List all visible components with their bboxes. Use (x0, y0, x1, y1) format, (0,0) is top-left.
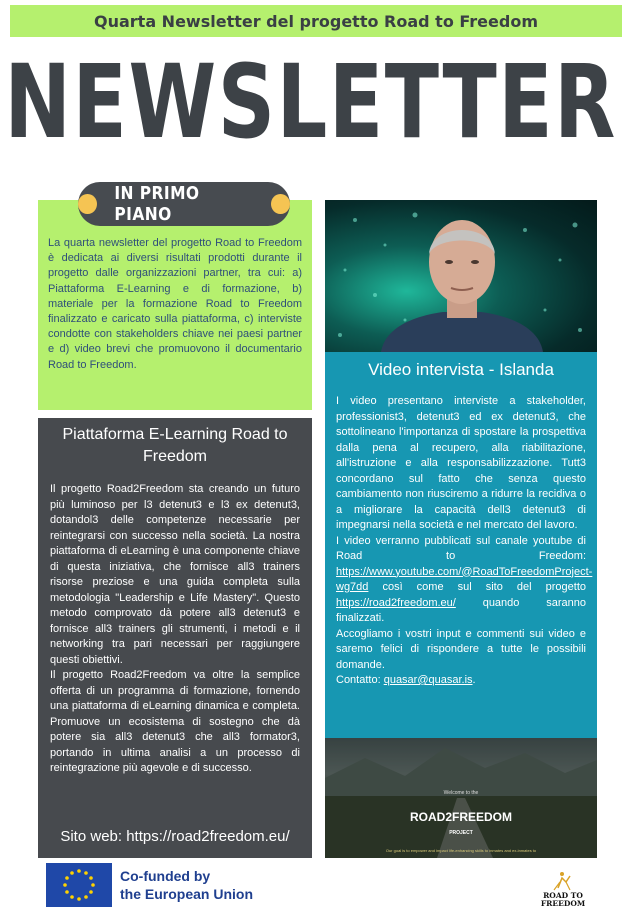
logo-text-1: ROAD TO (543, 891, 583, 900)
interview-video-image[interactable] (325, 200, 597, 352)
thumb-welcome: Welcome to the (443, 790, 479, 796)
running-figure-icon (540, 868, 586, 892)
top-banner (10, 5, 622, 37)
road-to-freedom-logo (540, 868, 586, 908)
logo-text (540, 892, 586, 908)
eu-line-1: Co-funded by (120, 868, 211, 884)
interview-panel (325, 352, 597, 738)
project-video-thumbnail[interactable] (325, 738, 597, 858)
eu-line-2: the European Union (120, 886, 253, 902)
interview-p2-middle: così come sul sito del progetto (368, 581, 586, 593)
banner-text: Quarta Newsletter del progetto Road to Freedom (93, 11, 538, 31)
youtube-link[interactable]: https://www.youtube.com/@RoadToFreedomProject-wg7dd (336, 565, 593, 593)
contact-label: Contatto: (336, 674, 384, 686)
logo-text-2: FREEDOM (540, 899, 586, 908)
thumb-project: PROJECT (449, 830, 473, 836)
elearning-panel (38, 418, 312, 858)
interview-paragraph-1: I video presentano interviste a stakeholder, professionist3, detenut3 ed ex detenut3, che sottolineano l'importanza di spostare la prospettiva dalla pena al recupero, alla riabilitazione, all'istruzione e alla responsabilizzazione. Tutt3 concordano sul fatto che senza questo cambiamento non riusciremo a ridurre la recidiva o a migliorare la capacità dell3 detenut3 di impegnarsi nella società e nel mercato del lavoro. (336, 395, 586, 531)
thumb-name: ROAD2FREEDOM (409, 810, 512, 824)
elearning-paragraph-2: Il progetto Road2Freedom va oltre la semplice offerta di un programma di formazione, fornendo una piattaforma di eLearning dinamica e completa. Promuove un ecosistema di sostegno che dà potere sia all3 detenut3 che all3 formator3, portando in ultima analisi a un processo di reintegrazione più agevole e di successo. (50, 669, 300, 774)
eu-cofunded-text (120, 867, 253, 903)
dot-right-icon (271, 194, 290, 214)
highlight-text: La quarta newsletter del progetto Road to Freedom è dedicata ai diversi risultati prodotti durante il progetto dalle organizzazioni partner, tra cui: a) Piattaforma E-Learning e di formazione, b) materiale per la formazione Road to Freedom finalizzato e caricato sulla piattaforma, c) interviste condotte con stakeholders chiave nei paesi partner e d) video brevi che promuovono il documentario Road to Freedom. (48, 237, 302, 371)
road-landscape-image (325, 738, 597, 858)
eu-flag-icon (46, 863, 112, 907)
contact-email-link[interactable]: quasar@quasar.is (383, 674, 473, 686)
contact-end: . (472, 674, 476, 686)
elearning-body (50, 482, 300, 777)
elearning-paragraph-1: Il progetto Road2Freedom sta creando un futuro più luminoso per l3 detenut3 e l3 ex detenut3, dotandol3 delle competenze necessarie per reintegrarsi con successo nella società. La nostra piattaforma di eLearning è una componente chiave di questa iniziativa, che fornisce all3 trainers risorse preziose e una guida completa sulla metodologia "Leadership e Life Mastery". Questo metodo comprovato dà potere all3 detenut3 e fornisce all3 trainers gli strumenti, i metodi e il networking tra pari necessari per raggiungere questi obiettivi. (50, 483, 300, 666)
interview-title: Video intervista - Islanda (368, 360, 554, 379)
dot-left-icon (78, 194, 97, 214)
interview-paragraph-3: Accogliamo i vostri input e commenti sui video e saremo felici di rispondere a tutte le possibili domande. (336, 627, 586, 671)
project-site-link[interactable]: https://road2freedom.eu/ (336, 596, 456, 609)
interview-p2-after: quando saranno finalizzati. (336, 596, 586, 624)
elearning-title: Piattaforma E-Learning Road to Freedom (62, 426, 288, 465)
masthead-title (0, 42, 622, 164)
masthead-text: NEWSLETTER (4, 43, 618, 162)
interviewee-photo (325, 200, 597, 352)
highlight-label-pill (78, 182, 290, 226)
interview-paragraph-2 (336, 534, 593, 627)
highlight-label: IN PRIMO PIANO (114, 183, 200, 225)
interview-p2-before: I video verranno pubblicati sul canale youtube di Road to Freedom: (336, 534, 586, 562)
contact-line (336, 673, 586, 689)
interview-body (336, 394, 593, 689)
elearning-website[interactable]: Sito web: https://road2freedom.eu/ (60, 828, 290, 845)
thumb-tagline: Our goal is to empower and impact life-enhancing skills to inmates and ex-inmates to (385, 848, 537, 853)
